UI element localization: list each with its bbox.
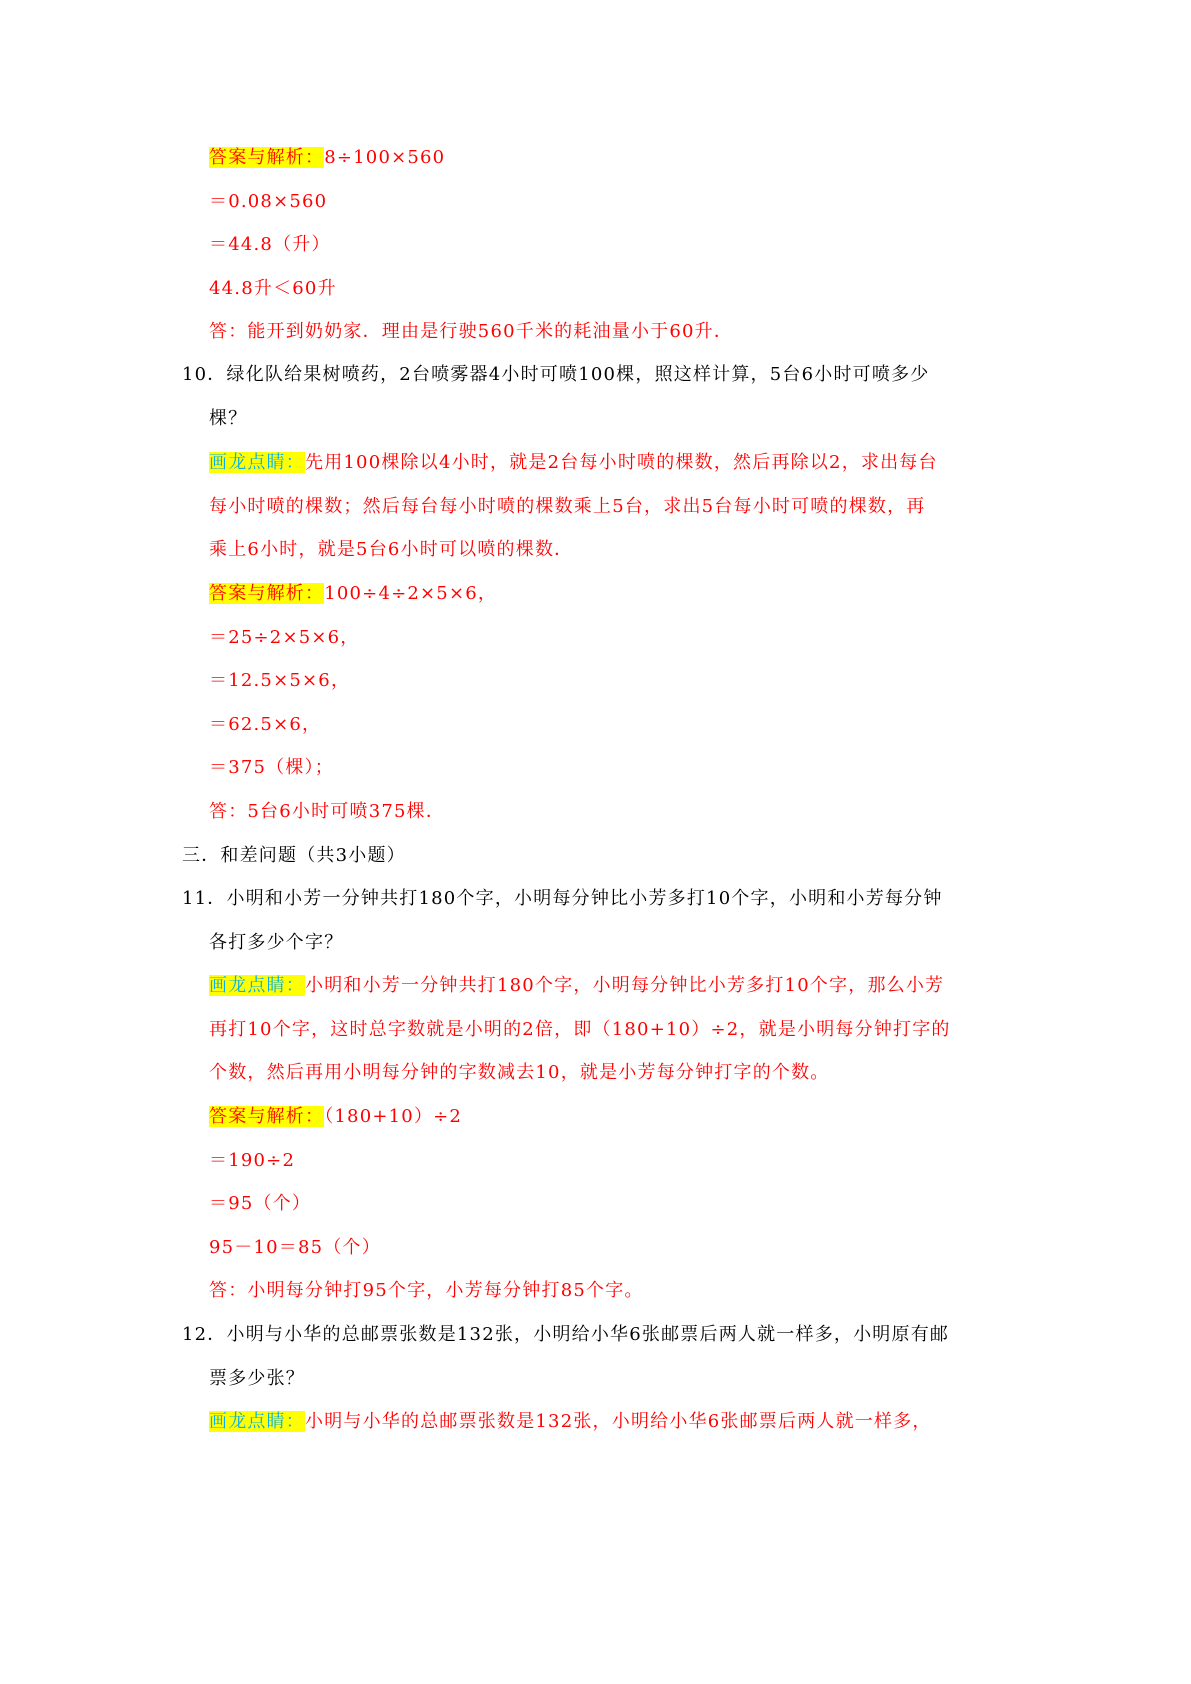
answer-label: 答案与解析： [209, 583, 325, 604]
answer-line [209, 581, 497, 607]
answer-line: 44.8升＜60升 [209, 278, 337, 299]
hint-line [209, 450, 938, 476]
answer-line [209, 145, 445, 171]
answer-text: 8÷100×560 [324, 147, 446, 168]
answer-label: 答案与解析： [209, 1106, 325, 1127]
answer-conclusion: 答：小明每分钟打95个字，小芳每分钟打85个字。 [209, 1280, 644, 1301]
hint-text: 先用100棵除以4小时，就是2台每小时喷的棵数，然后再除以2，求出每台 [305, 452, 938, 473]
question-12-cont: 票多少张？ [209, 1368, 305, 1389]
answer-label: 答案与解析： [209, 147, 325, 168]
answer-line: ＝375（棵）； [209, 757, 334, 778]
hint-label: 画龙点睛： [209, 452, 305, 473]
answer-line: ＝190÷2 [209, 1150, 296, 1171]
question-11: 11．小明和小芳一分钟共打180个字，小明每分钟比小芳多打10个字，小明和小芳每分钟 [182, 888, 943, 909]
answer-line: 95－10＝85（个） [209, 1237, 381, 1258]
hint-line [209, 1409, 932, 1435]
hint-text: 小明和小芳一分钟共打180个字，小明每分钟比小芳多打10个字，那么小芳 [305, 975, 945, 996]
answer-conclusion: 答：5台6小时可喷375棵． [209, 801, 446, 822]
question-10: 10．绿化队给果树喷药，2台喷雾器4小时可喷100棵，照这样计算，5台6小时可喷多少 [182, 364, 930, 385]
answer-conclusion: 答：能开到奶奶家．理由是行驶560千米的耗油量小于60升． [209, 321, 734, 342]
hint-line: 个数，然后再用小明每分钟的字数减去10，就是小芳每分钟打字的个数。 [209, 1062, 830, 1083]
hint-line: 乘上6小时，就是5台6小时可以喷的棵数． [209, 539, 574, 560]
hint-label: 画龙点睛： [209, 975, 305, 996]
section-heading: 三．和差问题（共3小题） [182, 845, 406, 866]
answer-line: ＝25÷2×5×6， [209, 627, 360, 648]
hint-line: 每小时喷的棵数；然后每台每小时喷的棵数乘上5台，求出5台每小时可喷的棵数，再 [209, 496, 926, 517]
answer-line: ＝95（个） [209, 1193, 312, 1214]
answer-line: ＝0.08×560 [209, 191, 328, 212]
answer-line: ＝44.8（升） [209, 234, 331, 255]
answer-line [209, 1104, 462, 1130]
hint-text: 小明与小华的总邮票张数是132张，小明给小华6张邮票后两人就一样多， [305, 1411, 932, 1432]
hint-line [209, 973, 944, 999]
answer-text: 100÷4÷2×5×6， [324, 583, 498, 604]
answer-line: ＝62.5×6， [209, 714, 322, 735]
question-10-cont: 棵？ [209, 408, 248, 429]
hint-label: 画龙点睛： [209, 1411, 305, 1432]
question-12: 12．小明与小华的总邮票张数是132张，小明给小华6张邮票后两人就一样多，小明原有邮 [182, 1324, 950, 1345]
answer-line: ＝12.5×5×6， [209, 670, 351, 691]
answer-text: （180+10）÷2 [324, 1106, 463, 1127]
question-11-cont: 各打多少个字？ [209, 932, 344, 953]
hint-line: 再打10个字，这时总字数就是小明的2倍，即（180+10）÷2，就是小明每分钟打字的 [209, 1019, 951, 1040]
